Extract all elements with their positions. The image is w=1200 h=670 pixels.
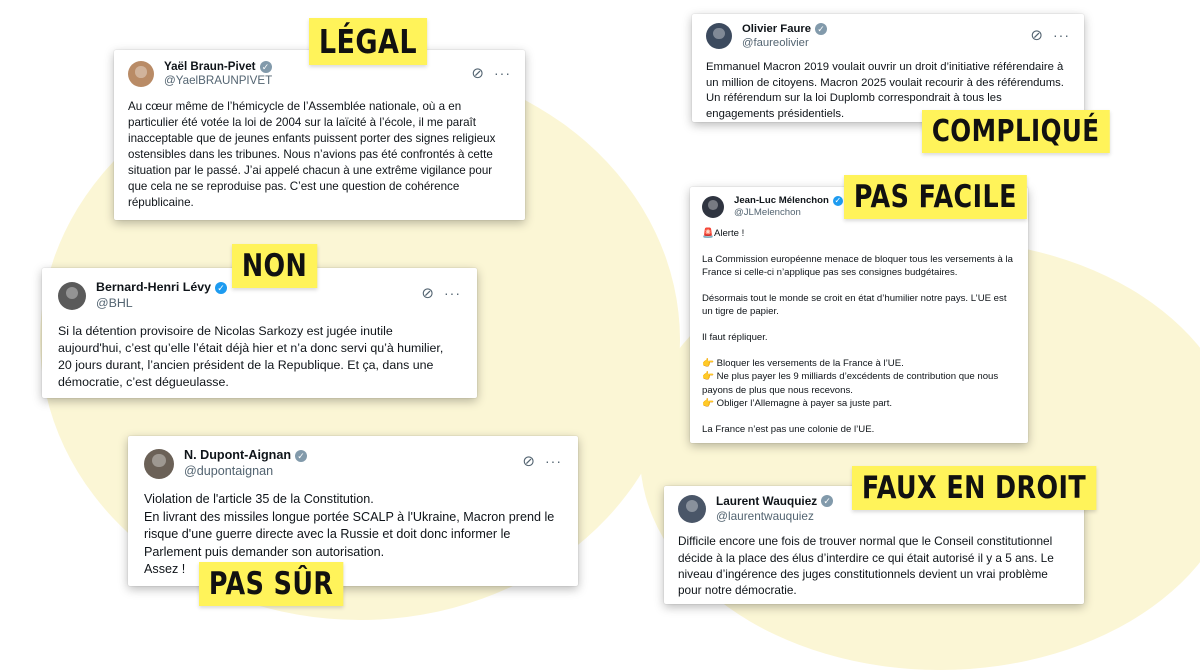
- avatar[interactable]: [678, 495, 706, 523]
- author-name[interactable]: Bernard-Henri Lévy: [96, 280, 211, 294]
- tweet-text: Difficile encore une fois de trouver normal que le Conseil constitutionnel décide à la place des élus d’interdire ce qui était autorisé il y a 5 ans. Le niveau d’ingérence des juges constitutionnels devient un vrai problème pour notre démocratie.: [678, 534, 1054, 598]
- author-handle[interactable]: @BHL: [96, 295, 133, 310]
- verified-badge-icon: ✓: [215, 282, 227, 294]
- verified-badge-icon: ✓: [815, 23, 827, 35]
- author-name[interactable]: Laurent Wauquiez: [716, 494, 818, 508]
- author-name[interactable]: Yaël Braun-Pivet: [164, 60, 256, 73]
- author-handle[interactable]: @laurentwauquiez: [716, 508, 814, 523]
- author-handle[interactable]: @dupontaignan: [184, 463, 274, 478]
- verdict-label-non: NON: [232, 244, 317, 288]
- avatar[interactable]: [706, 23, 732, 49]
- tweet-header: [144, 448, 562, 479]
- author-name[interactable]: N. Dupont-Aignan: [184, 448, 292, 462]
- verified-badge-icon: ✓: [260, 61, 272, 73]
- avatar[interactable]: [702, 196, 724, 218]
- verdict-label-legal: LÉGAL: [309, 18, 427, 65]
- verdict-label-faux-en-droit: FAUX EN DROIT: [852, 466, 1096, 510]
- avatar[interactable]: [144, 449, 174, 479]
- tweet-text: 🚨Alerte ! La Commission européenne menace de bloquer tous les versements à la France si celle-ci n’applique pas ses consignes budgétaires. Désormais tout le monde se croit en état d’humilier notre pays. L’UE est un tigre de papier. Il faut répliquer. 👉 Bloquer les versements de la France à l’UE. 👉 Ne plus payer les 9 milliards d’excédents de contribution que nous payons de plus que nous recevons. 👉 Obliger l’Allemagne à payer sa juste part. La France n’est pas une colonie de l’UE.: [702, 227, 1013, 435]
- verdict-label-complique: COMPLIQUÉ: [922, 110, 1109, 153]
- grok-icon[interactable]: ⊘: [421, 285, 434, 302]
- author-name[interactable]: Jean-Luc Mélenchon: [734, 195, 829, 206]
- more-icon[interactable]: ···: [444, 285, 461, 301]
- tweet-text: Emmanuel Macron 2019 voulait ouvrir un droit d’initiative référendaire à un million de citoyens. Macron 2025 voulait recourir à des référendums. Un référendum sur la loi Duplomb correspondrait à tous les engagements présidentiels.: [706, 61, 1064, 120]
- tweet-header: [706, 22, 1070, 50]
- author-handle[interactable]: @JLMelenchon: [734, 206, 801, 218]
- author-handle[interactable]: @faureolivier: [742, 37, 809, 50]
- more-icon[interactable]: ···: [494, 65, 511, 81]
- more-icon[interactable]: ···: [1053, 27, 1070, 43]
- tweet-card-braun-pivet[interactable]: [114, 50, 525, 220]
- verified-badge-icon: ✓: [834, 195, 842, 205]
- grok-icon[interactable]: ⊘: [522, 453, 535, 470]
- tweet-text: Si la détention provisoire de Nicolas Sarkozy est jugée inutile aujourd'hui, c’est qu’elle l’était déjà hier et n’a donc servi qu’à humilier, 20 jours durant, l’ancien président de la Republique. Et ça, dans une démocratie, c’est dégueulasse.: [58, 324, 444, 390]
- verified-badge-icon: ✓: [295, 450, 307, 462]
- grok-icon[interactable]: ⊘: [1030, 27, 1043, 44]
- tweet-text: Violation de l'article 35 de la Constitution. En livrant des missiles longue portée SCALP à l'Ukraine, Macron prend le risque d'une guerre directe avec la Russie et doit donc informer le Parlement puis demander son autorisation. Assez !: [144, 492, 555, 576]
- verdict-label-pas-sur: PAS SÛR: [199, 562, 343, 606]
- author-handle[interactable]: @YaelBRAUNPIVET: [164, 74, 273, 88]
- author-name[interactable]: Olivier Faure: [742, 23, 812, 35]
- tweet-text: Au cœur même de l’hémicycle de l’Assemblée nationale, où a en particulier été votée la loi de 2004 sur la laïcité à l’école, il me paraît inacceptable que de jeunes enfants puissent porter des signes religieux ostensibles dans les tribunes. Nous n’avions pas été confrontés à cette situation par le passé. J’ai appelé chacun à une extrême vigilance pour que cela ne se reproduise pas. C’est une question de cohérence républicaine.: [128, 99, 496, 209]
- tweet-card-dupont-aignan[interactable]: [128, 436, 578, 586]
- tweet-card-melenchon[interactable]: [690, 187, 1028, 443]
- tweet-card-faure[interactable]: [692, 14, 1084, 122]
- more-icon[interactable]: ···: [545, 453, 562, 469]
- avatar[interactable]: [58, 282, 86, 310]
- verdict-label-pas-facile: PAS FACILE: [844, 175, 1027, 219]
- avatar[interactable]: [128, 61, 154, 87]
- grok-icon[interactable]: ⊘: [471, 65, 484, 82]
- verified-badge-icon: ✓: [821, 495, 833, 507]
